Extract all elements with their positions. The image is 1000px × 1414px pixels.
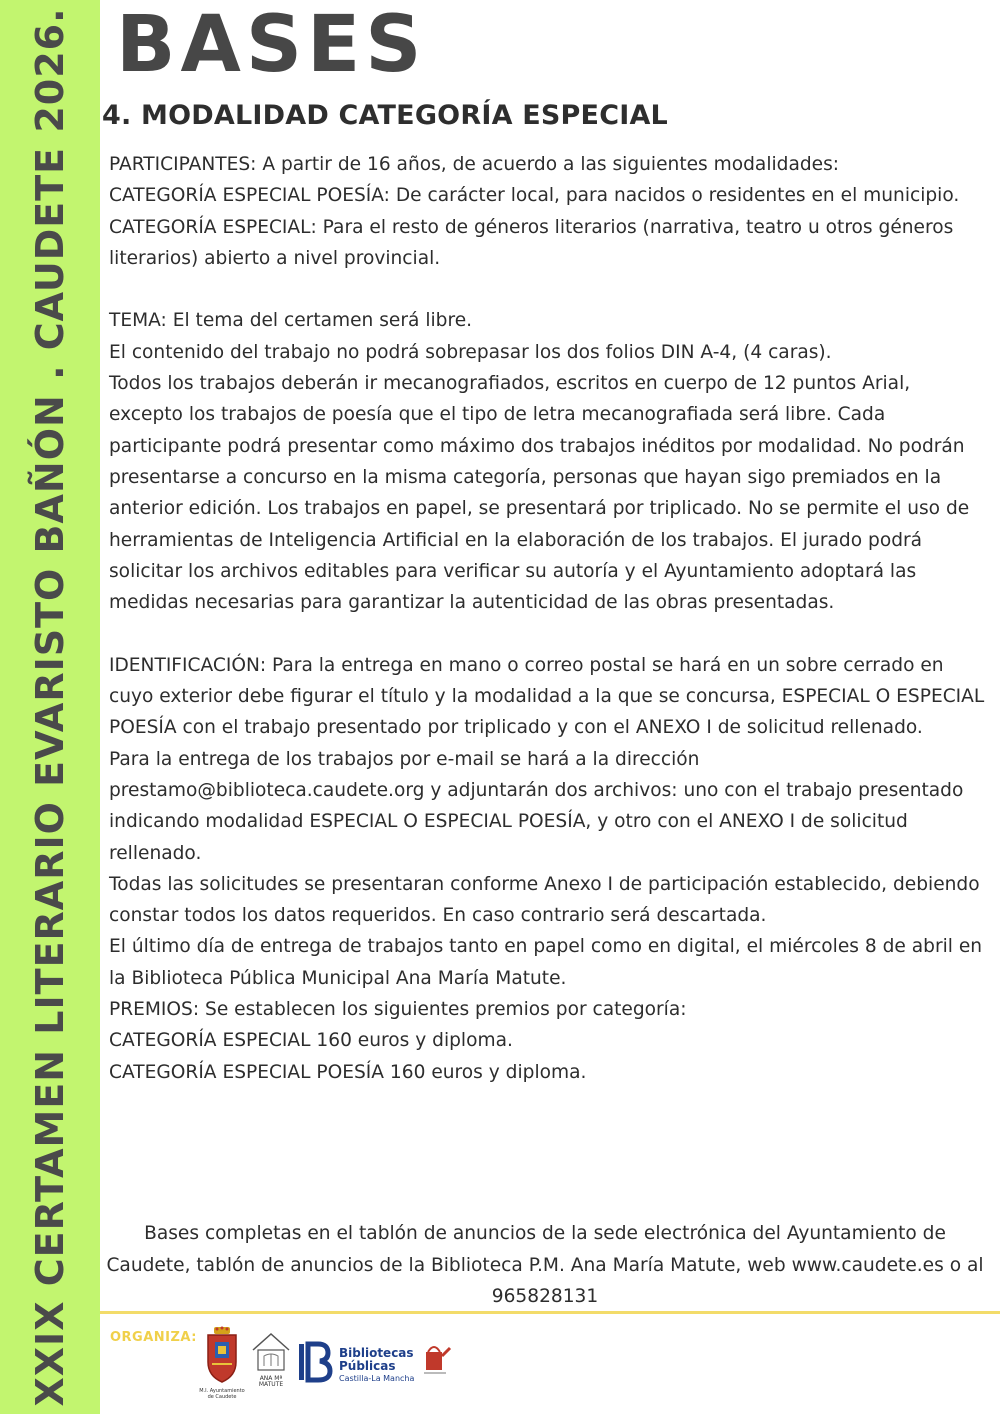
rules-body — [109, 149, 989, 1088]
footer-note: Bases completas en el tablón de anuncios de la sede electrónica del Ayuntamiento de Caudete, tablón de anuncios de la Biblioteca P.M. Ana María Matute, web www.caudete.es o al 965828131 — [106, 1223, 984, 1307]
organiza-label: ORGANIZA: — [110, 1330, 197, 1345]
page-title: BASES — [116, 0, 427, 90]
premio-especial-line: CATEGORÍA ESPECIAL 160 euros y diploma. — [109, 1030, 513, 1052]
categoria-poesia-paragraph: CATEGORÍA ESPECIAL POESÍA: De carácter local, para nacidos o residentes en el municipio. — [109, 185, 960, 207]
spacer — [109, 618, 989, 649]
biblioteca-matute-logo — [249, 1330, 293, 1388]
premios-paragraph: PREMIOS: Se establecen los siguientes premios por categoría: — [109, 999, 687, 1021]
bibliotecas-line-1: Bibliotecas — [339, 1346, 414, 1360]
identificacion-paragraph: IDENTIFICACIÓN: Para la entrega en mano o correo postal se hará en un sobre cerrado en cuyo exterior debe figurar el título y la modalidad a la que se concursa, ESPECIAL O ESPECIAL POESÍA con el trabajo presentado por triplicado y con el ANEXO I de solicitud rellenado. — [109, 654, 985, 739]
bibliotecas-b-icon — [296, 1340, 334, 1384]
coat-of-arms-icon — [198, 1326, 246, 1384]
email-paragraph: Para la entrega de los trabajos por e-mail se hará a la dirección prestamo@biblioteca.caudete.org y adjuntarán dos archivos: uno con el trabajo presentado indicando modalidad ESPECIAL O ESPECIAL POESÍA, y otro con el ANEXO I de solicitud rellenado. — [109, 748, 964, 864]
side-band — [0, 0, 100, 1414]
trabajos-paragraph: Todos los trabajos deberán ir mecanografiados, escritos en cuerpo de 12 puntos Arial, excepto los trabajos de poesía que el tipo de letra mecanografiada será libre. Cada participante podrá presentar como máximo dos trabajos inéditos por modalidad. No podrán presentarse a concurso en la misma categoría, personas que hayan sigo premiados en la anterior edición. Los trabajos en papel, se presentará por triplicado. No se permite el uso de herramientas de Inteligencia Artificial en la elaboración de los trabajos. El jurado podrá solicitar los archivos editables para verificar su autoría y el Ayuntamiento adoptará las medidas necesarias para garantizar la autenticidad de las obras presentadas. — [109, 373, 970, 614]
section-subtitle: 4. MODALIDAD CATEGORÍA ESPECIAL — [102, 100, 668, 131]
categoria-especial-paragraph: CATEGORÍA ESPECIAL: Para el resto de géneros literarios (narrativa, teatro u otros géneros literarios) abierto a nivel provincial. — [109, 216, 954, 269]
ayuntamiento-logo — [198, 1326, 246, 1400]
ayuntamiento-caption: M.I. Ayuntamiento de Caudete — [199, 1388, 245, 1400]
contenido-paragraph: El contenido del trabajo no podrá sobrepasar los dos folios DIN A-4, (4 caras). — [109, 341, 832, 363]
spacer — [109, 274, 989, 305]
bibliotecas-publicas-logo — [296, 1340, 336, 1388]
cultural-logo — [418, 1338, 452, 1382]
ultimo-dia-paragraph: El último día de entrega de trabajos tanto en papel como en digital, el miércoles 8 de abril en la Biblioteca Pública Municipal Ana María Matute. — [109, 936, 983, 989]
bibliotecas-line-3: Castilla-La Mancha — [339, 1374, 415, 1383]
biblioteca-matute-caption: ANA Mª MATUTE — [258, 1375, 284, 1388]
solicitudes-paragraph: Todas las solicitudes se presentaran conforme Anexo I de participación establecido, debiendo constar todos los datos requeridos. En caso contrario será descartada. — [109, 873, 980, 927]
tema-paragraph: TEMA: El tema del certamen será libre. — [109, 310, 473, 332]
footer-divider — [100, 1311, 1000, 1314]
library-house-icon — [249, 1330, 293, 1372]
bibliotecas-line-2: Públicas — [339, 1359, 396, 1373]
bibliotecas-publicas-text — [339, 1347, 414, 1384]
premio-poesia-line: CATEGORÍA ESPECIAL POESÍA 160 euros y diploma. — [109, 1061, 587, 1083]
vertical-event-title: XXIX CERTAMEN LITERARIO EVARISTO BAÑÓN . CAUDETE 2026. — [28, 7, 72, 1407]
watering-can-icon — [418, 1338, 452, 1378]
participantes-paragraph: PARTICIPANTES: A partir de 16 años, de acuerdo a las siguientes modalidades: — [109, 154, 840, 175]
